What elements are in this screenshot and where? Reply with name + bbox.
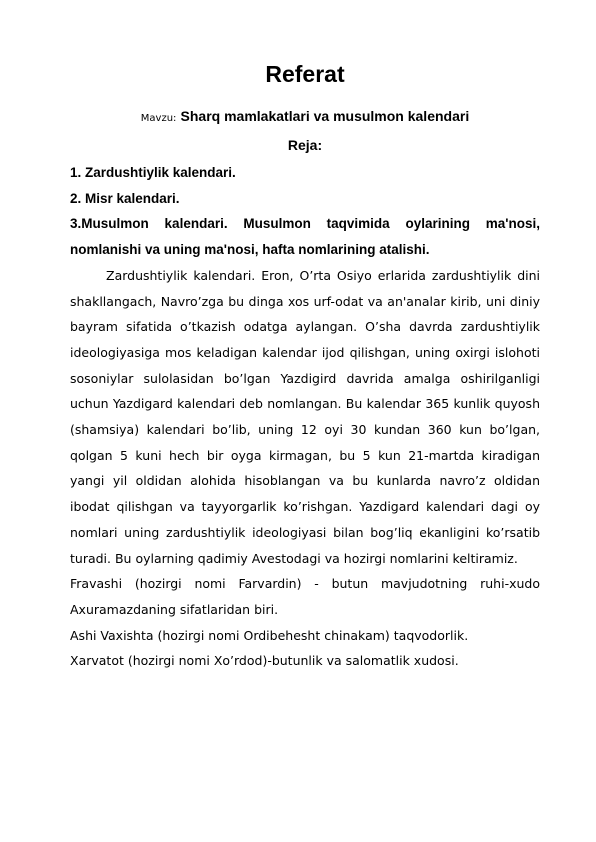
plan-item-3: 3.Musulmon kalendari. Musulmon taqvimida oylarining ma'nosi, nomlanishi va uning ma'nosi, hafta nomlarining atalishi. xyxy=(70,216,540,258)
plan-item-2: 2. Misr kalendari. xyxy=(70,190,180,206)
plan-heading: Reja: xyxy=(287,137,323,153)
plan-item-1: 1. Zardushtiylik kalendari. xyxy=(70,165,236,180)
paragraph-ashi-vaxishta: Ashi Vaxishta (hozirgi nomi Ordibehesht chinakam) taqvodorlik. xyxy=(70,627,469,643)
document-title: Referat xyxy=(265,61,345,87)
topic-label: Mavzu: xyxy=(140,113,177,124)
topic-title: Sharq mamlakatlari va musulmon kalendari xyxy=(180,108,470,124)
paragraph-fravashi: Fravashi (hozirgi nomi Farvardin) - butun mavjudotning ruhi-xudo Axuramazdaning sifatlaridan biri. xyxy=(70,576,540,617)
document-body xyxy=(70,160,540,674)
paragraph-zardushtiylik: Zardushtiylik kalendari. Eron, O’rta Osiyo erlarida zardushtiylik dini shakllangach, Navro’zga bu dinga xos urf-odat va an'analar kirib, uni diniy bayram sifatida o’tkazish odatga aylangan. O’sha davrda zardushtiylik ideologiyasiga mos keladigan kalendar ijod qilishgan, uning oxirgi islohoti sosoniylar sulolasidan bo’lgan Yazdigird davrida amalga oshirilganligi uchun Yazdigard kalendari deb nomlangan. Bu kalendar 365 kunlik quyosh (shamsiya) kalendari bo’lib, uning 12 oyi 30 kundan 360 kun bo’lgan, qolgan 5 kuni hech bir oyga kirmagan, bu 5 kun 21-martda kiradigan yangi yil oldidan alohida hisoblangan va bu kunlarda navro’z oldidan ibodat qilishgan va tayyorgarlik ko’rishgan. Yazdigard kalendari dagi oy nomlari uning zardushtiylik ideologiyasi bilan bog’liq ekanligini ko’rsatib turadi. Bu oylarning qadimiy Avestodagi va hozirgi nomlarini keltiramiz. xyxy=(70,267,540,566)
topic-line xyxy=(0,107,596,128)
paragraph-xarvatot: Xarvatot (hozirgi nomi Xo’rdod)-butunlik va salomatlik xudosi. xyxy=(70,653,459,669)
